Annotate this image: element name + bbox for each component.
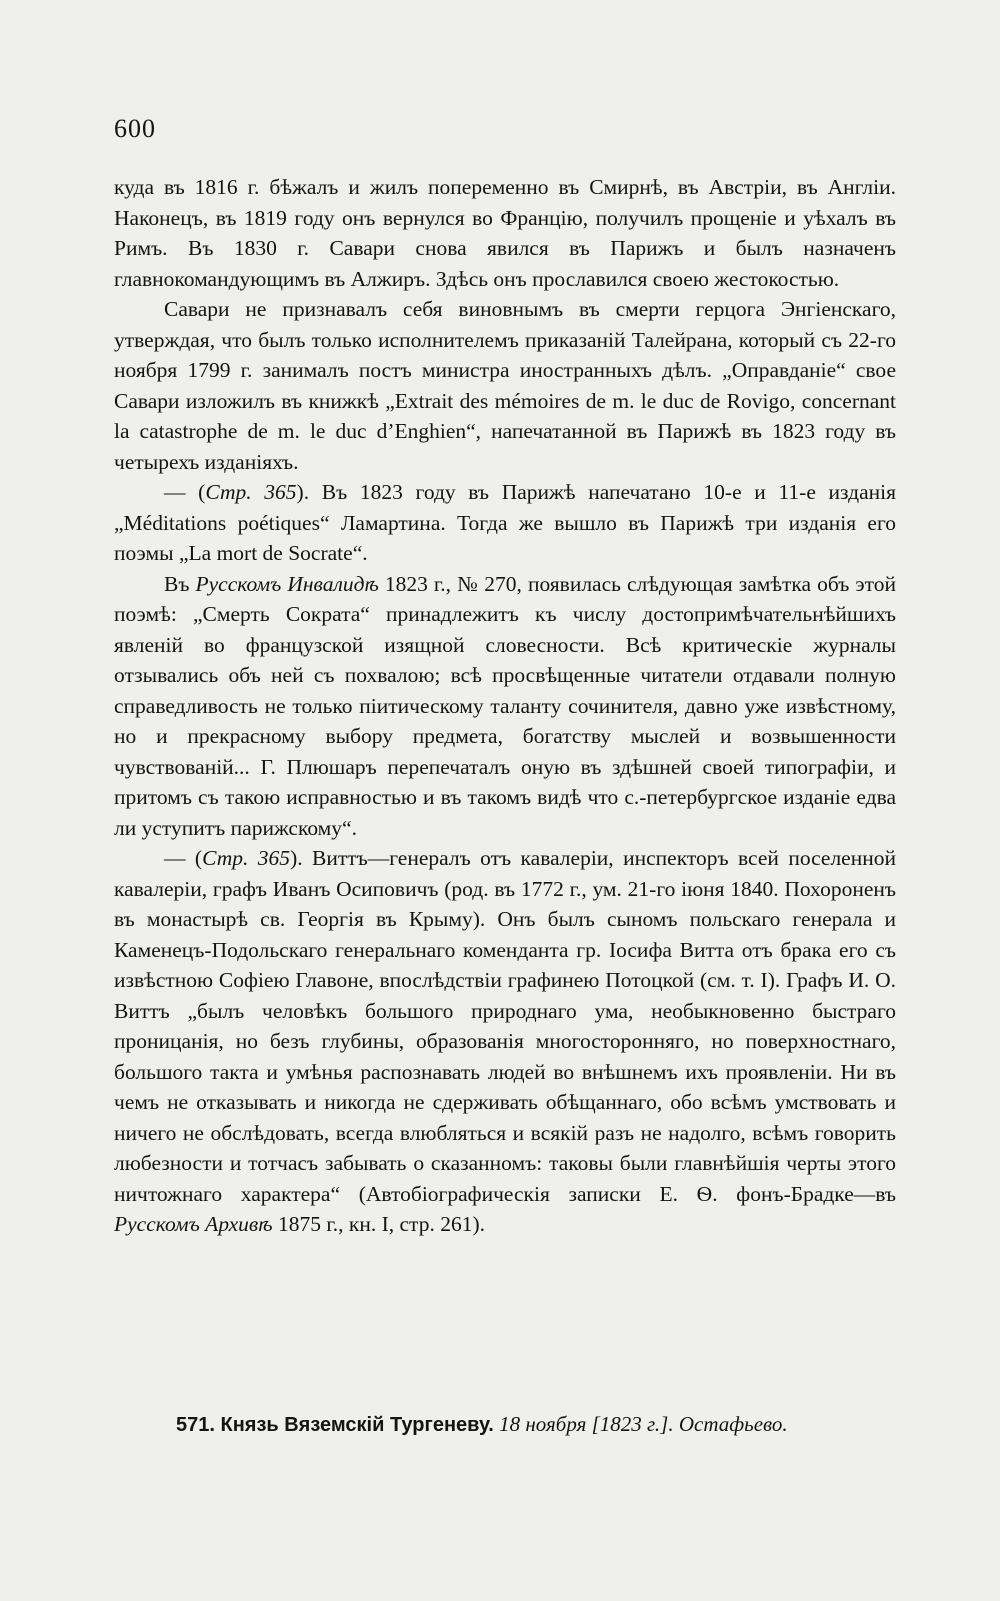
journal-title: Русскомъ Архивѣ <box>114 1212 273 1236</box>
paragraph-1: куда въ 1816 г. бѣжалъ и жилъ попеременно въ Смирнѣ, въ Австріи, въ Англіи. Наконецъ, въ 1819 году онъ вернулся во Францію, получилъ прощеніе и уѣхалъ въ Римъ. Въ 1830 г. Савари снова явился въ Парижъ и былъ назначенъ главнокомандующимъ въ Алжиръ. Здѣсь онъ прославился своею жестокостью. <box>114 175 896 291</box>
letter-date: 18 ноября <box>499 1412 587 1436</box>
letter-heading <box>176 1412 896 1437</box>
journal-title: Русскомъ Инвалидѣ <box>195 571 379 596</box>
paragraph-5 <box>114 843 896 1240</box>
paragraph-4 <box>114 569 896 844</box>
page-number: 600 <box>114 114 156 143</box>
prefix: Въ <box>164 571 196 596</box>
dash: — ( <box>164 846 203 870</box>
paragraph-2: Савари не признавалъ себя виновнымъ въ смерти герцога Энгіенскаго, утверждая, что былъ только исполнителемъ приказаній Талейрана, который съ 22-го ноября 1799 г. занималъ постъ министра иностранныхъ дѣлъ. „Оправданіе“ свое Савари изложилъ въ книжкѣ „Extrait des mémoires de m. le duc de Rovigo, concernant la catastrophe de m. le duc d’Enghien“, напечатанной въ Парижѣ въ 1823 году въ четырехъ изданіяхъ. <box>114 297 896 474</box>
paragraph-text: ). Виттъ—генералъ отъ кавалеріи, инспекторъ всей поселенной кавалеріи, графъ Иванъ Осиповичъ (род. въ 1772 г., ум. 21-го іюня 1840. Похороненъ въ монастырѣ св. Георгія въ Крыму). Онъ былъ сыномъ польскаго генерала и Каменецъ-Подольскаго генеральнаго коменданта гр. Іосифа Витта отъ брака его съ извѣстною Софіею Главоне, впослѣдствіи графинею Потоцкой (см. т. I). Графъ И. О. Виттъ „былъ человѣкъ большого природнаго ума, необыкновенно быстраго проницанія, но безъ глубины, образованія многосторонняго, но поверхностнаго, большого такта и умѣнья распознавать людей во внѣшнемъ ихъ проявленіи. Ни въ чемъ не отказывать и никогда не сдерживать обѣщаннаго, обо всѣмъ умствовать и ничего не обслѣдовать, всегда влюбляться и всякій разъ не надолго, всѣмъ говорить любезности и тотчасъ забывать о сказанномъ: таковы были главнѣйшія черты этого ничтожнаго характера“ (Автобіографическія записки Е. Ѳ. фонъ-Брадке—въ <box>114 846 896 1206</box>
letter-year: [1823 г.]. <box>591 1412 674 1436</box>
dash: — ( <box>164 480 206 504</box>
paragraph-3 <box>114 477 896 569</box>
body-text <box>114 172 896 1240</box>
paragraph-text: ). Въ 1823 году въ Парижѣ напечатано 10-е и 11-е изданія „Méditations poétiques“ Ламартина. Тогда же вышло въ Парижѣ три изданія его поэмы „La mort de Socrate“. <box>114 480 896 565</box>
page-reference: Стр. 365 <box>202 846 291 870</box>
paragraph-tail: 1875 г., кн. I, стр. 261). <box>272 1212 485 1236</box>
letter-place: Остафьево. <box>678 1412 788 1436</box>
letter-number-title: 571. Князь Вяземскій Тургеневу. <box>176 1414 494 1436</box>
paragraph-text: 1823 г., № 270, появилась слѣдующая замѣтка объ этой поэмѣ: „Смерть Сократа“ принадлежитъ къ числу достопримѣчательнѣйшихъ явленій во французской изящной словесности. Всѣ критическіе журналы отзывались объ ней съ похвалою; всѣ просвѣщенные читатели отдавали полную справедливость не только піитическому таланту сочинителя, давно уже извѣстному, но и прекрасному выбору предмета, богатству мыслей и возвышенности чувствованій... Г. Плюшаръ перепечаталъ оную въ здѣшней своей типографіи, и притомъ съ такою исправностью и въ такомъ видѣ что с.-петербургское изданіе едва ли уступитъ парижскому“. <box>114 571 897 840</box>
page-reference: Стр. 365 <box>205 480 297 504</box>
